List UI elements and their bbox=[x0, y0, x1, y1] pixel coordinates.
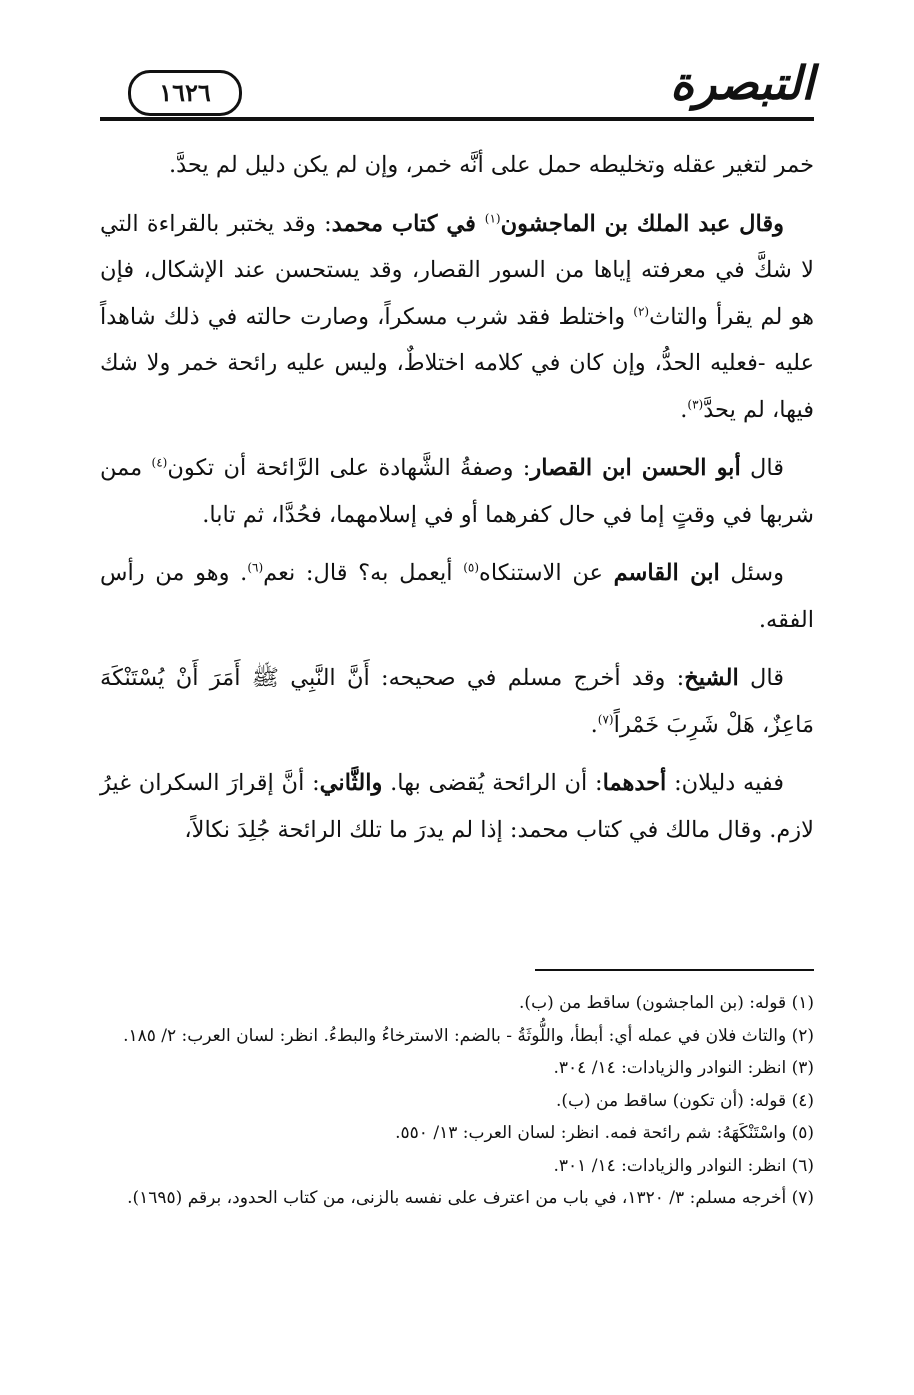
header-rule bbox=[100, 117, 814, 121]
paragraph bbox=[100, 550, 814, 643]
paragraph bbox=[100, 142, 814, 189]
bold-text: وقال عبد الملك بن الماجشون bbox=[500, 210, 784, 237]
page-header bbox=[100, 52, 814, 122]
text-run: : وقد يختبر بالقراءة التي لا شكَّ في معرفته إياها من السور القصار، وقد يستحسن عند الإشكال، فإن هو لم يقرأ والتاث bbox=[100, 210, 814, 330]
text-run: قال bbox=[740, 455, 784, 481]
text-run: : أن الرائحة يُقضى بها. bbox=[382, 770, 603, 796]
footnote-marker: (٧) bbox=[597, 712, 614, 726]
page-number-badge: ١٦٢٦ bbox=[128, 70, 242, 116]
footnote-marker: (١) bbox=[484, 211, 501, 225]
bold-text: الشيخ bbox=[684, 665, 739, 691]
footnotes bbox=[100, 988, 814, 1216]
footnote-marker: (٣) bbox=[687, 397, 704, 411]
text-run: ممن شربها في وقتٍ إما في حال كفرهما أو في إسلامهما، فحُدَّا، ثم تابا. bbox=[100, 455, 814, 528]
footnote-marker: (٤) bbox=[151, 455, 168, 470]
bold-text: ابن القاسم bbox=[613, 560, 720, 586]
text-run: عن الاستنكاه bbox=[479, 560, 614, 586]
main-text bbox=[100, 142, 814, 865]
footnote: (٤) قوله: (أن تكون) ساقط من (ب). bbox=[555, 1090, 814, 1111]
text-run: أيعمل به؟ قال: نعم bbox=[263, 560, 464, 586]
footnote: (٢) والتاث فلان في عمله أي: أبطأ، واللُّوثَةُ - بالضم: الاسترخاءُ والبطءُ. انظر: لسان العرب: ٢/ ١٨٥. bbox=[123, 1025, 814, 1046]
footnote-marker: (٦) bbox=[247, 560, 264, 575]
paragraph bbox=[100, 201, 814, 434]
bold-text: أحدهما bbox=[602, 770, 667, 796]
text-run: . bbox=[590, 711, 598, 738]
paragraph bbox=[100, 760, 814, 853]
paragraph bbox=[100, 445, 814, 538]
bold-text: أبو الحسن ابن القصار bbox=[530, 455, 741, 481]
text-run: واختلط فقد شرب مسكراً، وصارت حالته في ذلك شاهداً عليه -فعليه الحدُّ، وإن كان في كلامه اختلاطٌ، وليس عليه رائحة خمر ولا شك فيها، لم يحدَّ bbox=[100, 303, 814, 423]
running-title: التبصرة bbox=[670, 56, 814, 110]
text-run: ففيه دليلان: bbox=[666, 770, 784, 796]
paragraph bbox=[100, 655, 814, 748]
footnote-separator bbox=[535, 969, 814, 971]
text-run: . bbox=[680, 396, 688, 423]
footnote: (٥) واسْتَنْكَهَهُ: شم رائحة فمه. انظر: لسان العرب: ١٣/ ٥٥٠. bbox=[395, 1123, 814, 1143]
text-run: : وصفةُ الشَّهادة على الرَّائحة أن تكون bbox=[167, 455, 531, 481]
footnote-marker: (٥) bbox=[463, 560, 480, 575]
text-run: . وهو من رأس الفقه. bbox=[100, 560, 814, 633]
text-run: : وقد أخرج مسلم في صحيحه: أَنَّ النَّبِي ﷺ أَمَرَ أَنْ يُسْتَنْكَهَ مَاعِزٌ، هَلْ شَرِبَ خَمْراً bbox=[100, 665, 814, 738]
bold-text: في كتاب محمد bbox=[331, 210, 485, 237]
footnote: (٣) انظر: النوادر والزيادات: ١٤/ ٣٠٤. bbox=[553, 1058, 814, 1078]
text-run: : أنَّ إقرارَ السكران غيرُ لازم. وقال مالك في كتاب محمد: إذا لم يدرَ ما تلك الرائحة جُلِدَ نكالاً، bbox=[100, 770, 814, 843]
footnote: (١) قوله: (بن الماجشون) ساقط من (ب). bbox=[519, 993, 814, 1013]
text-run: وسئل bbox=[719, 560, 784, 586]
text-run: خمر لتغير عقله وتخليطه حمل على أنَّه خمر، وإن لم يكن دليل لم يحدَّ. bbox=[168, 152, 814, 178]
text-run: قال bbox=[738, 665, 784, 691]
footnote: (٧) أخرجه مسلم: ٣/ ١٣٢٠، في باب من اعترف على نفسه بالزنى، من كتاب الحدود، برقم (١٦٩٥). bbox=[127, 1188, 814, 1208]
bold-text: والثَّاني bbox=[319, 770, 383, 796]
footnote: (٦) انظر: النوادر والزيادات: ١٤/ ٣٠١. bbox=[553, 1155, 814, 1176]
footnote-marker: (٢) bbox=[633, 304, 650, 318]
